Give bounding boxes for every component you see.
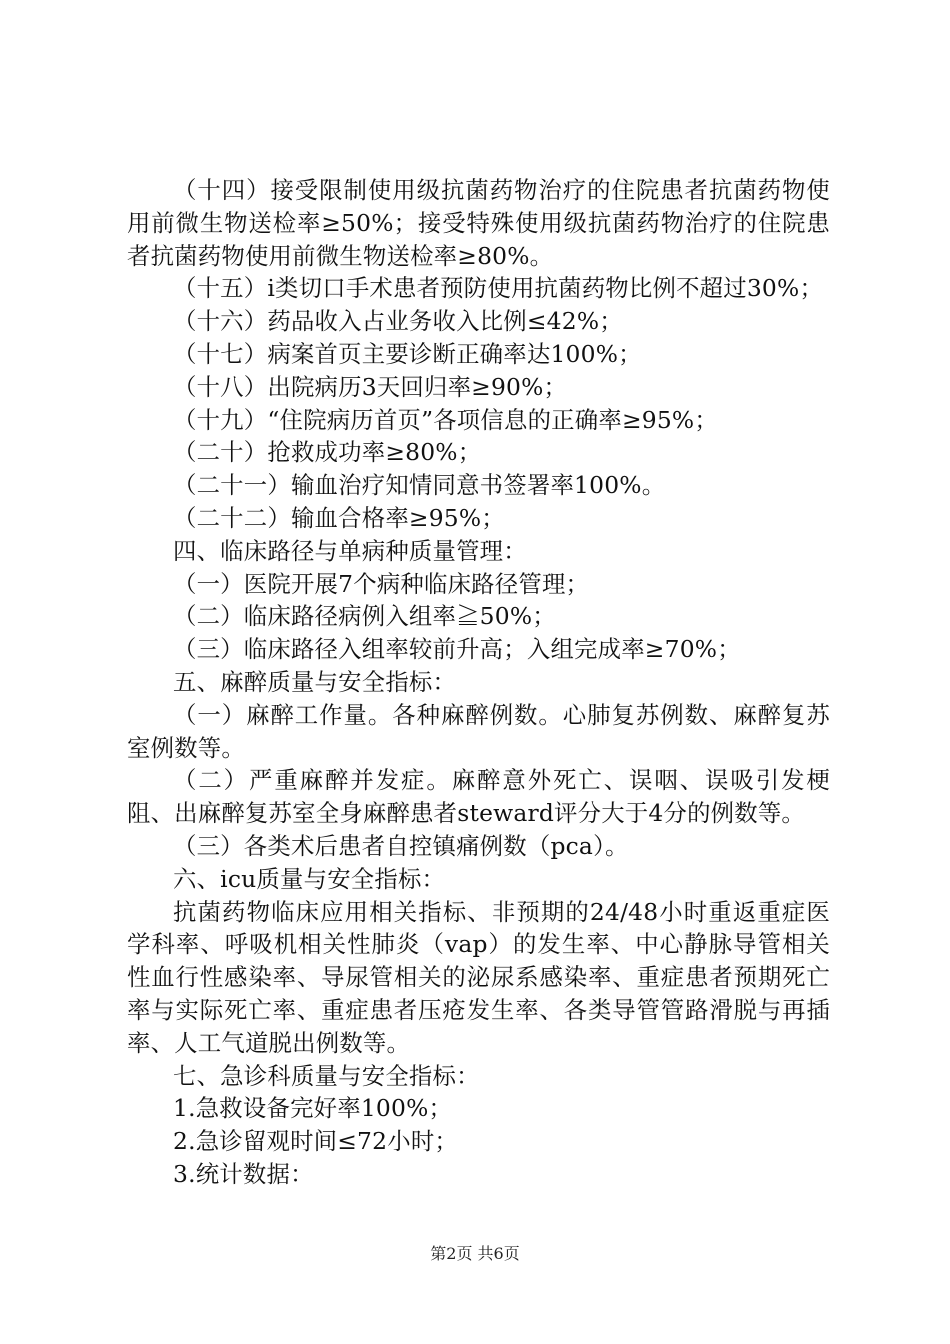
paragraph-item-7-2: 2.急诊留观时间≤72小时； bbox=[173, 1127, 458, 1156]
section-heading-4: 四、临床路径与单病种质量管理： bbox=[173, 536, 527, 565]
section-heading-6: 六、icu质量与安全指标： bbox=[173, 864, 446, 893]
paragraph-item-20: （二十）抢救成功率≥80%； bbox=[173, 438, 482, 467]
paragraph-item-7-3: 3.统计数据： bbox=[173, 1159, 314, 1188]
paragraph-item-17: （十七）病案首页主要诊断正确率达100%； bbox=[173, 339, 642, 368]
paragraph-item-5-3: （三）各类术后患者自控镇痛例数（pca）。 bbox=[173, 831, 629, 860]
paragraph-item-4-3: （三）临床路径入组率较前升高；入组完成率≥70%； bbox=[173, 635, 741, 664]
paragraph-item-14: （十四）接受限制使用级抗菌药物治疗的住院患者抗菌药物使用前微生物送检率≥50%；接受特殊使用级抗菌药物治疗的住院患者抗菌药物使用前微生物送检率≥80%。 bbox=[127, 176, 830, 270]
paragraph-item-19: （十九）“住院病历首页”各项信息的正确率≥95%； bbox=[173, 405, 718, 434]
paragraph-item-22: （二十二）输血合格率≥95%； bbox=[173, 503, 505, 532]
section-heading-7: 七、急诊科质量与安全指标： bbox=[173, 1061, 480, 1090]
paragraph-item-16: （十六）药品收入占业务收入比例≤42%； bbox=[173, 307, 623, 336]
paragraph-item-5-2: （二）严重麻醉并发症。麻醉意外死亡、误咽、误吸引发梗阻、出麻醉复苏室全身麻醉患者steward评分大于4分的例数等。 bbox=[127, 766, 830, 828]
paragraph-item-5-1: （一）麻醉工作量。各种麻醉例数。心肺复苏例数、麻醉复苏室例数等。 bbox=[127, 700, 830, 762]
paragraph-icu-indicators: 抗菌药物临床应用相关指标、非预期的24/48小时重返重症医学科率、呼吸机相关性肺炎（vap）的发生率、中心静脉导管相关性血行性感染率、导尿管相关的泌尿系感染率、重症患者预期死亡率与实际死亡率、重症患者压疮发生率、各类导管管路滑脱与再插率、人工气道脱出例数等。 bbox=[127, 897, 830, 1057]
section-heading-5: 五、麻醉质量与安全指标： bbox=[173, 667, 457, 696]
page-footer bbox=[0, 1244, 950, 1264]
paragraph-item-21: （二十一）输血治疗知情同意书签署率100%。 bbox=[173, 471, 666, 500]
document-body bbox=[127, 174, 830, 1191]
page-number-label: 第2页 共6页 bbox=[430, 1244, 520, 1263]
paragraph-item-7-1: 1.急救设备完好率100%； bbox=[173, 1094, 453, 1123]
paragraph-item-4-1: （一）医院开展7个病种临床路径管理； bbox=[173, 569, 590, 598]
paragraph-item-15: （十五）i类切口手术患者预防使用抗菌药物比例不超过30%； bbox=[173, 274, 824, 303]
paragraph-item-18: （十八）出院病历3天回归率≥90%； bbox=[173, 372, 568, 401]
paragraph-item-4-2: （二）临床路径病例入组率≧50%； bbox=[173, 602, 556, 631]
